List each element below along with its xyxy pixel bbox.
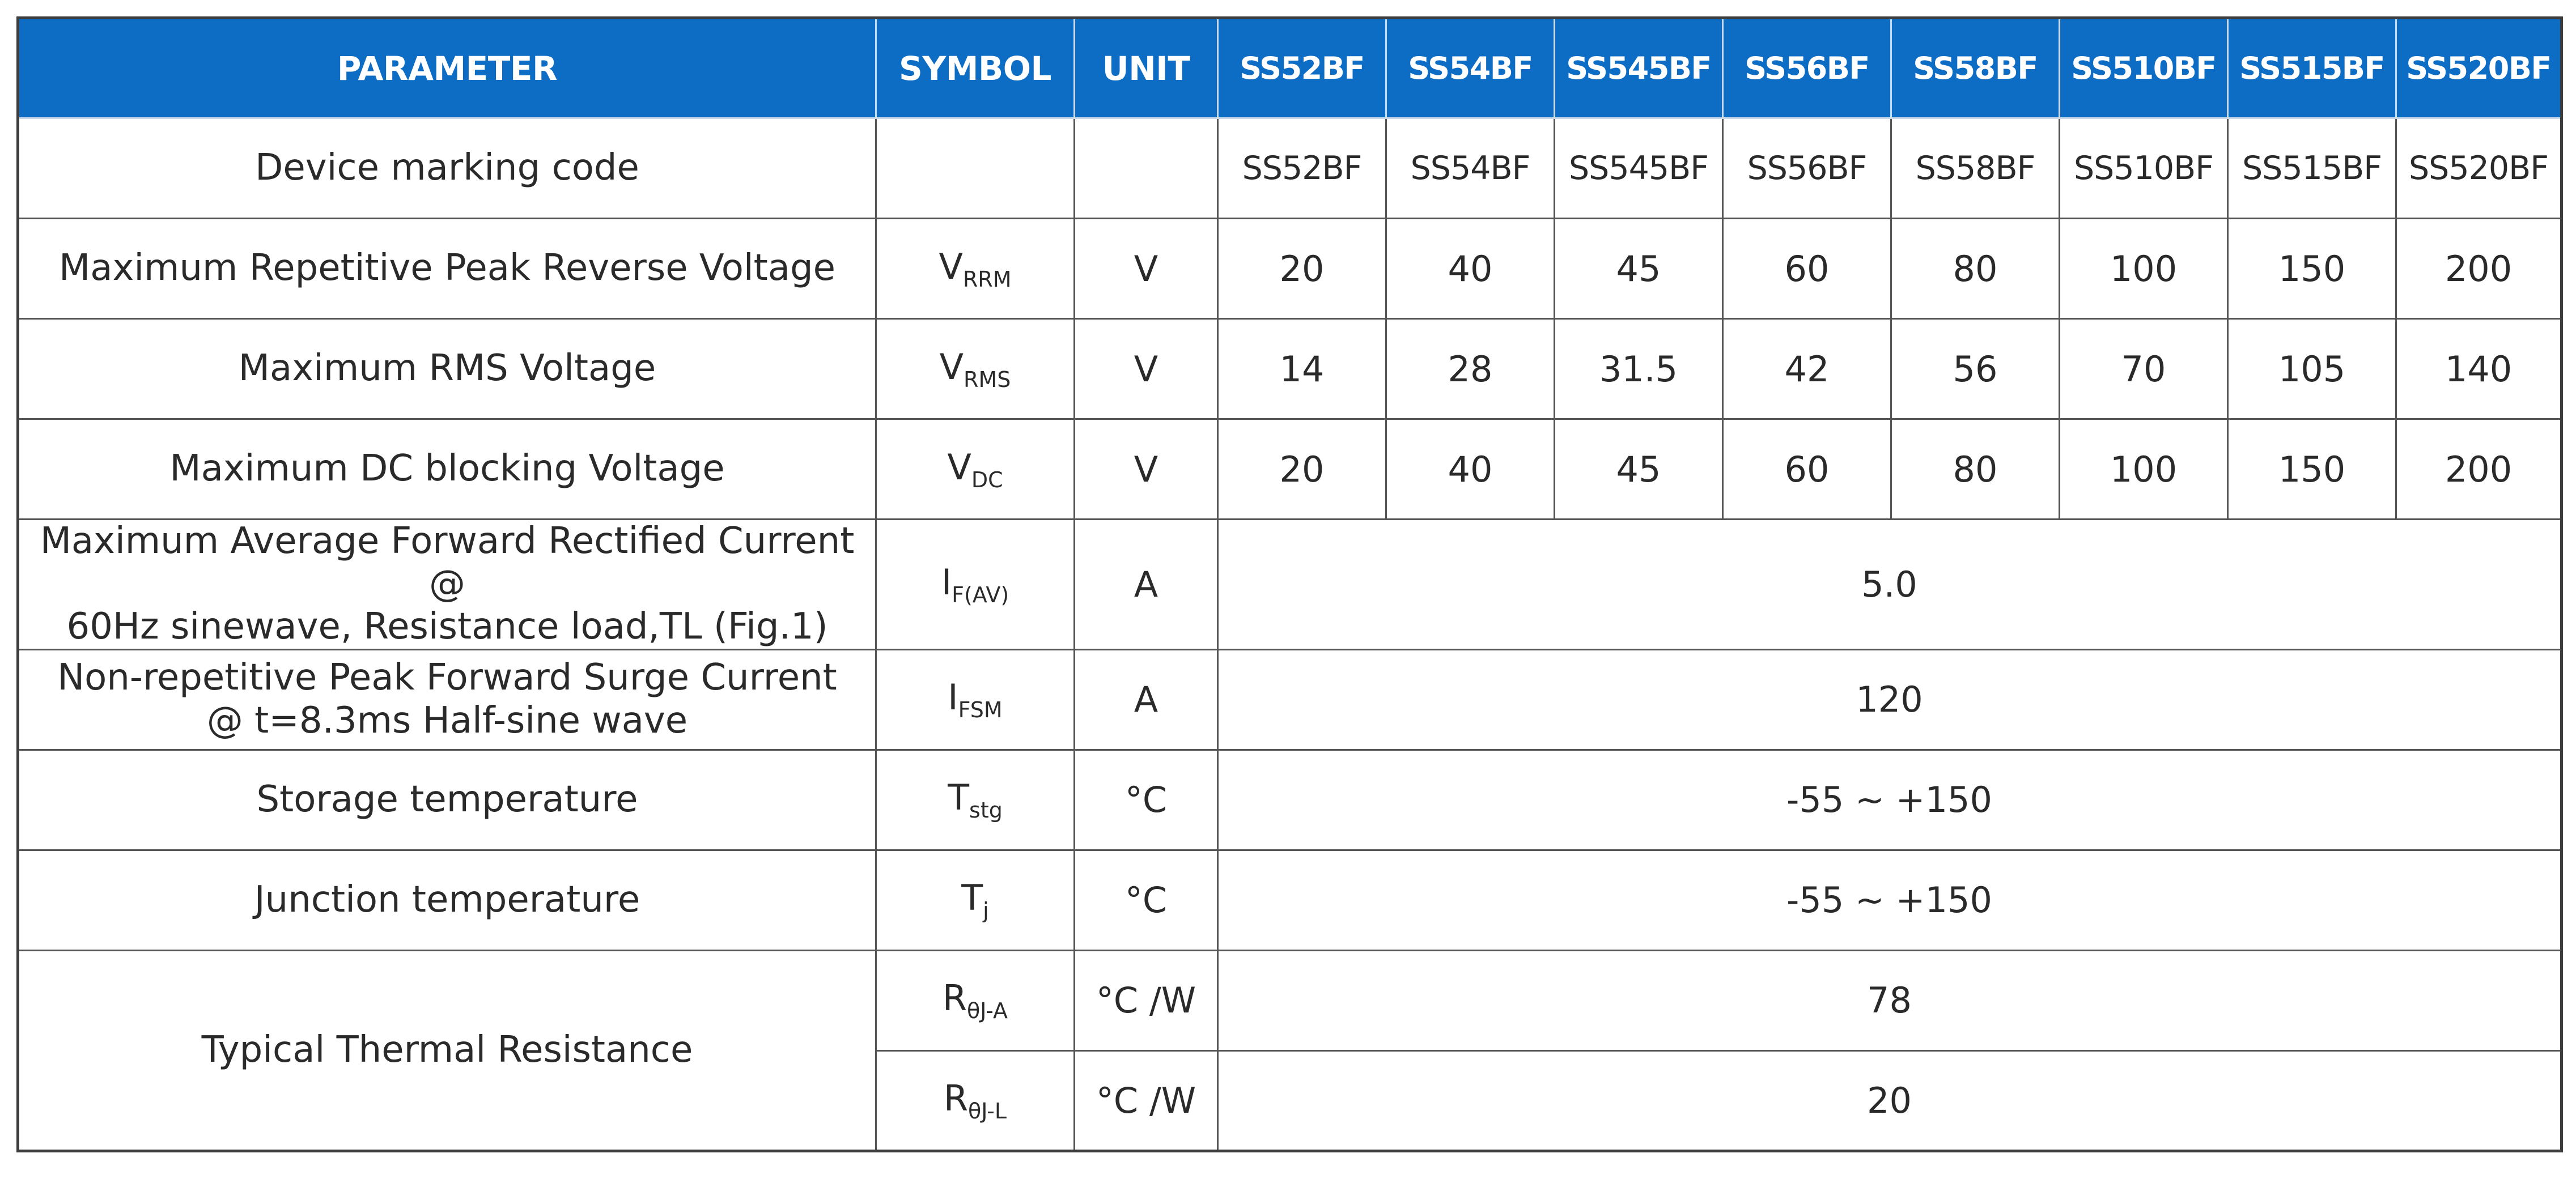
value-cell: 40	[1386, 219, 1555, 319]
header-model: SS54BF	[1386, 18, 1555, 118]
merged-value-cell: 120	[1218, 649, 2562, 750]
parameter-cell	[18, 520, 876, 650]
value-cell: 60	[1723, 219, 1891, 319]
merged-value-cell: 78	[1218, 950, 2562, 1050]
table-row-tj	[18, 850, 2562, 950]
table-row-ifsm	[18, 649, 2562, 750]
unit-cell: °C /W	[1075, 1050, 1218, 1151]
symbol-cell	[876, 219, 1075, 319]
unit-cell: V	[1075, 419, 1218, 520]
value-cell: 150	[2228, 419, 2396, 520]
symbol-cell	[876, 1050, 1075, 1151]
marking-value-cell: SS520BF	[2396, 118, 2562, 219]
header-model: SS520BF	[2396, 18, 2562, 118]
parameter-cell	[18, 649, 876, 750]
table-row-tstg	[18, 750, 2562, 850]
value-cell: 45	[1555, 419, 1723, 520]
symbol-letter: T	[961, 877, 983, 919]
table-row-vrrm	[18, 219, 2562, 319]
marking-value-cell: SS56BF	[1723, 118, 1891, 219]
value-cell: 45	[1555, 219, 1723, 319]
symbol-letter: I	[941, 561, 952, 603]
merged-value-cell: -55 ~ +150	[1218, 750, 2562, 850]
parameter-cell: Junction temperature	[18, 850, 876, 950]
marking-value-cell: SS545BF	[1555, 118, 1723, 219]
symbol-letter: R	[943, 1077, 969, 1119]
header-model: SS545BF	[1555, 18, 1723, 118]
value-cell: 70	[2060, 319, 2228, 419]
table-row-marking-code	[18, 118, 2562, 219]
symbol-subscript: F(AV)	[952, 582, 1009, 607]
header-model: SS515BF	[2228, 18, 2396, 118]
parameter-cell: Storage temperature	[18, 750, 876, 850]
merged-value-cell: 5.0	[1218, 520, 2562, 650]
table-row-ifav	[18, 520, 2562, 650]
header-model: SS58BF	[1891, 18, 2060, 118]
marking-value-cell: SS52BF	[1218, 118, 1386, 219]
symbol-letter: R	[942, 977, 967, 1019]
symbol-letter: V	[939, 245, 963, 287]
symbol-subscript: θJ-L	[968, 1098, 1007, 1124]
symbol-subscript: DC	[971, 467, 1003, 492]
symbol-cell	[876, 520, 1075, 650]
unit-cell: A	[1075, 649, 1218, 750]
table-row-thermal-ja	[18, 950, 2562, 1050]
parameter-line: Maximum Average Forward Rectified Current @	[40, 520, 855, 605]
value-cell: 60	[1723, 419, 1891, 520]
merged-value-cell: -55 ~ +150	[1218, 850, 2562, 950]
symbol-subscript: θJ-A	[967, 998, 1008, 1024]
value-cell: 42	[1723, 319, 1891, 419]
value-cell: 150	[2228, 219, 2396, 319]
value-cell: 20	[1218, 219, 1386, 319]
value-cell: 100	[2060, 419, 2228, 520]
symbol-subscript: j	[983, 898, 989, 924]
header-model: SS52BF	[1218, 18, 1386, 118]
unit-cell	[1075, 118, 1218, 219]
header-symbol: SYMBOL	[876, 18, 1075, 118]
value-cell: 14	[1218, 319, 1386, 419]
table-row-vrms	[18, 319, 2562, 419]
symbol-subscript: FSM	[958, 697, 1003, 723]
value-cell: 20	[1218, 419, 1386, 520]
marking-value-cell: SS515BF	[2228, 118, 2396, 219]
symbol-letter: V	[947, 446, 971, 488]
symbol-cell	[876, 649, 1075, 750]
parameter-cell: Maximum DC blocking Voltage	[18, 419, 876, 520]
symbol-cell	[876, 118, 1075, 219]
value-cell: 105	[2228, 319, 2396, 419]
value-cell: 80	[1891, 219, 2060, 319]
symbol-subscript: stg	[969, 798, 1003, 823]
parameter-cell: Maximum Repetitive Peak Reverse Voltage	[18, 219, 876, 319]
merged-value-cell: 20	[1218, 1050, 2562, 1151]
header-model: SS56BF	[1723, 18, 1891, 118]
value-cell: 40	[1386, 419, 1555, 520]
value-cell: 31.5	[1555, 319, 1723, 419]
parameter-cell: Device marking code	[18, 118, 876, 219]
symbol-subscript: RRM	[962, 266, 1012, 292]
marking-value-cell: SS510BF	[2060, 118, 2228, 219]
header-unit: UNIT	[1075, 18, 1218, 118]
symbol-letter: I	[948, 676, 958, 718]
unit-cell: °C	[1075, 850, 1218, 950]
symbol-cell	[876, 850, 1075, 950]
value-cell: 28	[1386, 319, 1555, 419]
header-row	[18, 18, 2562, 118]
value-cell: 200	[2396, 419, 2562, 520]
value-cell: 80	[1891, 419, 2060, 520]
table-body	[18, 118, 2562, 1151]
marking-value-cell: SS58BF	[1891, 118, 2060, 219]
table-header	[18, 18, 2562, 118]
unit-cell: V	[1075, 319, 1218, 419]
symbol-letter: V	[939, 346, 964, 388]
parameter-line: @ t=8.3ms Half-sine wave	[206, 699, 688, 742]
symbol-cell	[876, 319, 1075, 419]
spec-table	[16, 16, 2563, 1152]
symbol-cell	[876, 419, 1075, 520]
symbol-cell	[876, 750, 1075, 850]
unit-cell: °C	[1075, 750, 1218, 850]
header-model: SS510BF	[2060, 18, 2228, 118]
header-parameter: PARAMETER	[18, 18, 876, 118]
unit-cell: A	[1075, 520, 1218, 650]
symbol-subscript: RMS	[964, 367, 1011, 392]
value-cell: 100	[2060, 219, 2228, 319]
table-row-vdc	[18, 419, 2562, 520]
value-cell: 200	[2396, 219, 2562, 319]
value-cell: 140	[2396, 319, 2562, 419]
parameter-cell: Typical Thermal Resistance	[18, 950, 876, 1151]
unit-cell: V	[1075, 219, 1218, 319]
unit-cell: °C /W	[1075, 950, 1218, 1050]
marking-value-cell: SS54BF	[1386, 118, 1555, 219]
symbol-letter: T	[948, 777, 970, 819]
value-cell: 56	[1891, 319, 2060, 419]
symbol-cell	[876, 950, 1075, 1050]
parameter-cell: Maximum RMS Voltage	[18, 319, 876, 419]
parameter-line: 60Hz sinewave, Resistance load,TL (Fig.1)	[66, 606, 828, 648]
parameter-line: Non-repetitive Peak Forward Surge Current	[57, 657, 837, 699]
